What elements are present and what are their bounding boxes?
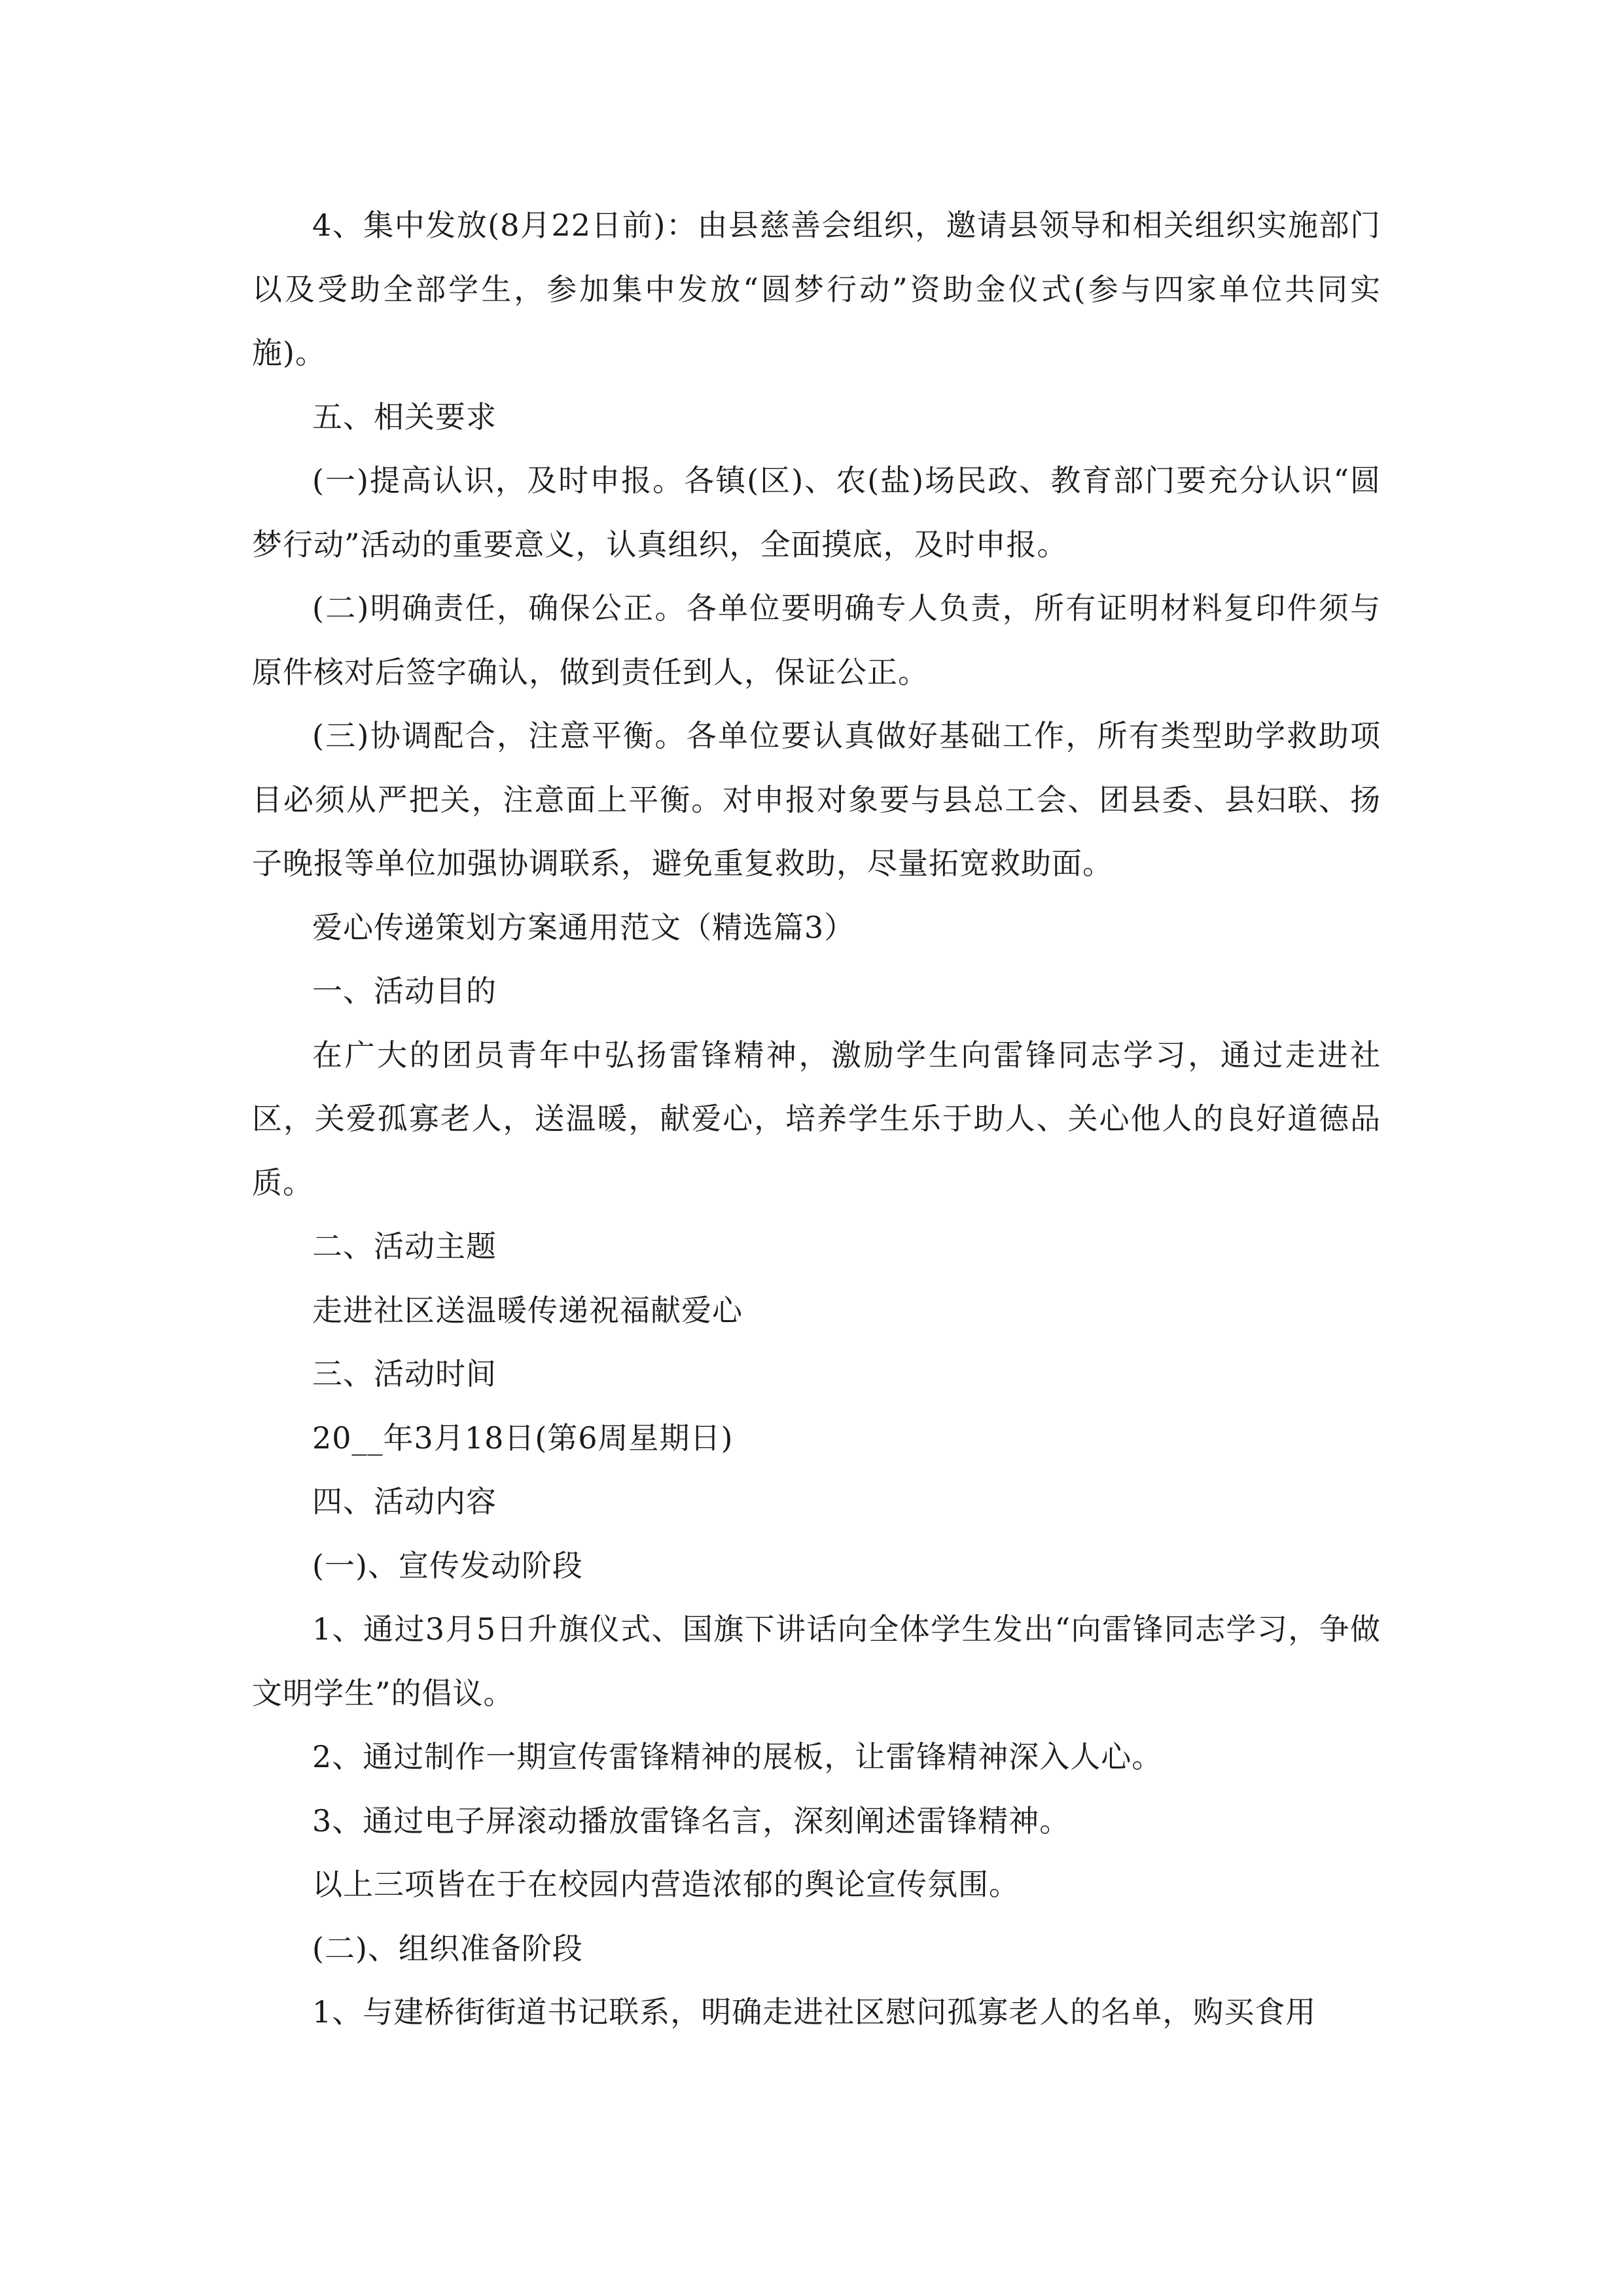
subheading-preparation-stage: (二)、组织准备阶段: [312, 1930, 583, 1966]
paragraph-requirement-1: (一)提高认识，及时申报。各镇(区)、农(盐)场民政、教育部门要充分认识“圆梦行动”活动的重要意义，认真组织，全面摸底，及时申报。: [252, 463, 1381, 562]
paragraph-activity-purpose: 在广大的团员青年中弘扬雷锋精神，激励学生向雷锋同志学习，通过走进社区，关爱孤寡老人，送温暖，献爱心，培养学生乐于助人、关心他人的良好道德品质。: [252, 1037, 1381, 1200]
paragraph-distribution-step: 4、集中发放(8月22日前)：由县慈善会组织，邀请县领导和相关组织实施部门以及受助全部学生，参加集中发放“圆梦行动”资助金仪式(参与四家单位共同实施)。: [252, 207, 1381, 370]
paragraph-activity-theme: 走进社区送温暖传递祝福献爱心: [312, 1292, 743, 1328]
document-body: [252, 194, 1381, 2045]
paragraph-publicity-item-2: 2、通过制作一期宣传雷锋精神的展板，让雷锋精神深入人心。: [312, 1739, 1163, 1774]
heading-activity-content: 四、活动内容: [312, 1484, 497, 1519]
heading-requirements: 五、相关要求: [312, 399, 497, 435]
heading-activity-theme: 二、活动主题: [312, 1229, 497, 1264]
heading-activity-time: 三、活动时间: [312, 1356, 497, 1391]
paragraph-publicity-item-1: 1、通过3月5日升旗仪式、国旗下讲话向全体学生发出“向雷锋同志学习，争做文明学生”的倡议。: [252, 1611, 1381, 1711]
paragraph-requirement-3: (三)协调配合，注意平衡。各单位要认真做好基础工作，所有类型助学救助项目必须从严把关，注意面上平衡。对申报对象要与县总工会、团县委、县妇联、扬子晚报等单位加强协调联系，避免重复救助，尽量拓宽救助面。: [252, 718, 1381, 881]
paragraph-activity-time: 20__年3月18日(第6周星期日): [312, 1420, 734, 1456]
heading-activity-purpose: 一、活动目的: [312, 973, 497, 1009]
paragraph-preparation-item-1: 1、与建桥街街道书记联系，明确走进社区慰问孤寡老人的名单，购买食用: [312, 1994, 1317, 2030]
subheading-publicity-stage: (一)、宣传发动阶段: [312, 1547, 583, 1583]
paragraph-publicity-item-3: 3、通过电子屏滚动播放雷锋名言，深刻阐述雷锋精神。: [312, 1803, 1071, 1839]
paragraph-requirement-2: (二)明确责任，确保公正。各单位要明确专人负责，所有证明材料复印件须与原件核对后签字确认，做到责任到人，保证公正。: [252, 590, 1381, 690]
paragraph-publicity-summary: 以上三项皆在于在校园内营造浓郁的舆论宣传氛围。: [312, 1867, 1020, 1902]
section-title: 爱心传递策划方案通用范文（精选篇3）: [312, 909, 855, 945]
